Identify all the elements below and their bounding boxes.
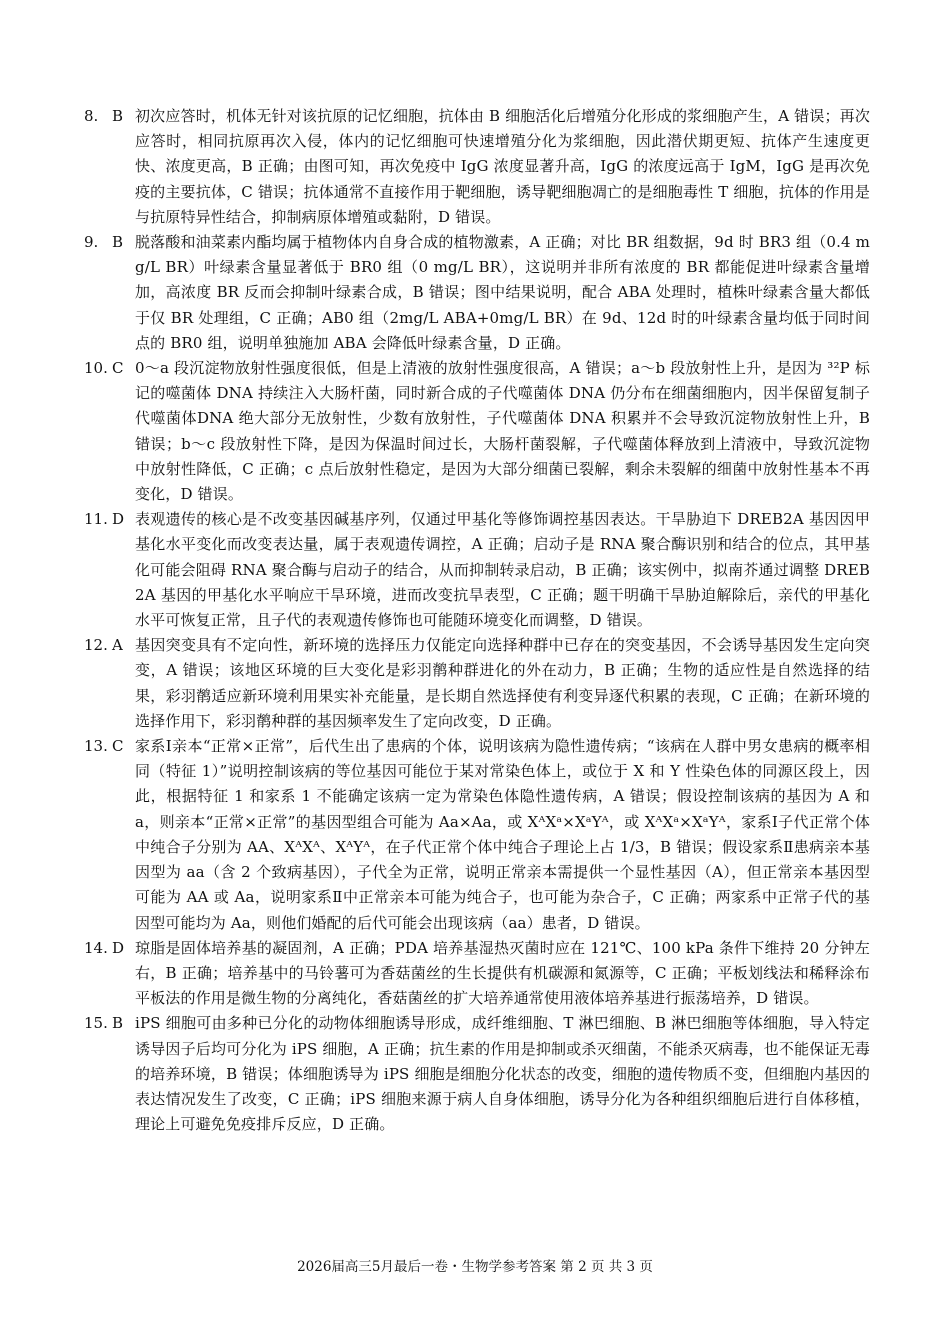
item-number: 15.	[84, 1014, 108, 1033]
item-explanation: 表观遗传的核心是不改变基因碱基序列，仅通过甲基化等修饰调控基因表达。干旱胁迫下 DREB2A 基因因甲基化水平变化而改变表达量，属于表观遗传调控，A 正确；启动子是 RNA 聚合酶识别和结合的位点，其甲基化可能会阻碍 RNA 聚合酶与启动子的结合，从而抑制转录启动，B 正确；该实例中，拟南芥通过调整 DREB2A 基因的甲基化水平响应干旱环境，进而改变抗旱表型，C 正确；题干明确干旱胁迫解除后，亲代的甲基化水平可恢复正常，且子代的表观遗传修饰也可能随环境变化而调整，D 错误。	[135, 510, 870, 630]
answer-item-13	[84, 734, 870, 936]
answer-item-15	[84, 1011, 870, 1137]
answer-item-10	[84, 356, 870, 507]
answer-item-14	[84, 936, 870, 1012]
item-explanation: 琼脂是固体培养基的凝固剂，A 正确；PDA 培养基湿热灭菌时应在 121℃、100 kPa 条件下维持 20 分钟左右，B 正确；培养基中的马铃薯可为香菇菌丝的生长提供有机碳源和氮源等，C 正确；平板划线法和稀释涂布平板法的作用是微生物的分离纯化，香菇菌丝的扩大培养通常使用液体培养基进行振荡培养，D 错误。	[135, 938, 870, 1008]
answer-item-8	[84, 104, 870, 230]
item-answer: B	[112, 1014, 124, 1033]
item-explanation: 家系Ⅰ亲本“正常×正常”，后代生出了患病的个体，说明该病为隐性遗传病；“该病在人群中男女患病的概率相同（特征 1）”说明控制该病的等位基因可能位于某对常染色体上，或位于 X 和 Y 性染色体的同源区段上，因此，根据特征 1 和家系 1 不能确定该病一定为常染色体隐性遗传病，A 错误；假设控制该病的基因为 A 和 a，则亲本“正常×正常”的基因型组合可能为 Aa×Aa，或 XᴬXᵃ×XᵃYᴬ，或 XᴬXᵃ×XᵃYᴬ，家系Ⅰ子代正常个体中纯合子分别为 AA、XᴬXᴬ、XᴬYᴬ，在子代正常个体中纯合子理论上占 1/3，B 错误；假设家系Ⅱ患病亲本基因型为 aa（含 2 个致病基因），子代全为正常，说明正常亲本需提供一个显性基因（A），但正常亲本基因型可能为 AA 或 Aa，说明家系Ⅱ中正常亲本可能为纯合子，也可能为杂合子，C 正确；两家系中正常子代的基因型可能均为 Aa，则他们婚配的后代可能会出现该病（aa）患者，D 错误。	[135, 737, 870, 932]
item-number: 14.	[84, 938, 108, 957]
answer-item-12	[84, 633, 870, 734]
item-number: 13.	[84, 737, 108, 756]
item-answer: D	[112, 938, 125, 957]
item-explanation: 初次应答时，机体无针对该抗原的记忆细胞，抗体由 B 细胞活化后增殖分化形成的浆细胞产生，A 错误；再次应答时，相同抗原再次入侵，体内的记忆细胞可快速增殖分化为浆细胞，因此潜伏期更短、抗体产生速度更快、浓度更高，B 正确；由图可知，再次免疫中 IgG 浓度显著升高，IgG 的浓度远高于 IgM，IgG 是再次免疫的主要抗体，C 错误；抗体通常不直接作用于靶细胞，诱导靶细胞凋亡的是细胞毒性 T 细胞，抗体的作用是与抗原特异性结合，抑制病原体增殖或黏附，D 错误。	[135, 107, 870, 226]
page-footer: 2026届高三5月最后一卷・生物学参考答案 第 2 页 共 3 页	[297, 1259, 653, 1275]
item-answer: B	[112, 107, 124, 125]
answer-item-9	[84, 230, 870, 356]
item-explanation: iPS 细胞可由多种已分化的动物体细胞诱导形成，成纤维细胞、T 淋巴细胞、B 淋巴细胞等体细胞，导入特定诱导因子后均可分化为 iPS 细胞，A 正确；抗生素的作用是抑制或杀灭细菌，不能杀灭病毒，也不能保证无毒的培养环境，B 错误；体细胞诱导为 iPS 细胞是细胞分化状态的改变，细胞的遗传物质不变，但细胞内基因的表达情况发生了改变，C 正确；iPS 细胞来源于病人自身体细胞，诱导分化为各种组织细胞后进行自体移植，理论上可避免免疫排斥反应，D 正确。	[135, 1014, 870, 1134]
item-number: 12.	[84, 636, 108, 655]
item-number: 9.	[84, 233, 99, 252]
item-answer: D	[112, 510, 125, 529]
item-answer: A	[112, 636, 123, 655]
item-number: 11.	[84, 510, 108, 529]
item-number: 10.	[84, 359, 108, 378]
answer-item-11	[84, 507, 870, 633]
item-answer: C	[112, 359, 124, 378]
item-explanation: 脱落酸和油菜素内酯均属于植物体内自身合成的植物激素，A 正确；对比 BR 组数据，9d 时 BR3 组（0.4 mg/L BR）叶绿素含量显著低于 BR0 组（0 mg/L BR），这说明并非所有浓度的 BR 都能促进叶绿素含量增加，高浓度 BR 反而会抑制叶绿素合成，B 错误；图中结果说明，配合 ABA 处理时，植株叶绿素含量大都低于仅 BR 处理组，C 正确；AB0 组（2mg/L ABA+0mg/L BR）在 9d、12d 时的叶绿素含量均低于同时间点的 BR0 组，说明单独施加 ABA 会降低叶绿素含量，D 正确。	[135, 233, 870, 352]
item-answer: C	[112, 737, 124, 756]
item-explanation: 0～a 段沉淀物放射性强度很低，但是上清液的放射性强度很高，A 错误；a～b 段放射性上升，是因为 ³²P 标记的噬菌体 DNA 持续注入大肠杆菌，同时新合成的子代噬菌体 DNA 仍分布在细菌细胞内，因半保留复制子代噬菌体DNA 绝大部分无放射性，少数有放射性，子代噬菌体 DNA 积累并不会导致沉淀物放射性上升，B 错误；b～c 段放射性下降，是因为保温时间过长，大肠杆菌裂解，子代噬菌体释放到上清液中，导致沉淀物中放射性降低，C 正确；c 点后放射性稳定，是因为大部分细菌已裂解，剩余未裂解的细菌中放射性基本不再变化，D 错误。	[135, 359, 870, 504]
item-answer: B	[112, 233, 124, 252]
answer-list	[84, 104, 870, 1137]
item-number: 8.	[84, 107, 99, 125]
item-explanation: 基因突变具有不定向性，新环境的选择压力仅能定向选择种群中已存在的突变基因，不会诱导基因发生定向突变，A 错误；该地区环境的巨大变化是彩羽鹡种群进化的外在动力，B 正确；生物的适应性是自然选择的结果，彩羽鹡适应新环境利用果实补充能量，是长期自然选择使有利变异逐代积累的表现，C 正确；在新环境的选择作用下，彩羽鹡种群的基因频率发生了定向改变，D 正确。	[135, 636, 870, 730]
